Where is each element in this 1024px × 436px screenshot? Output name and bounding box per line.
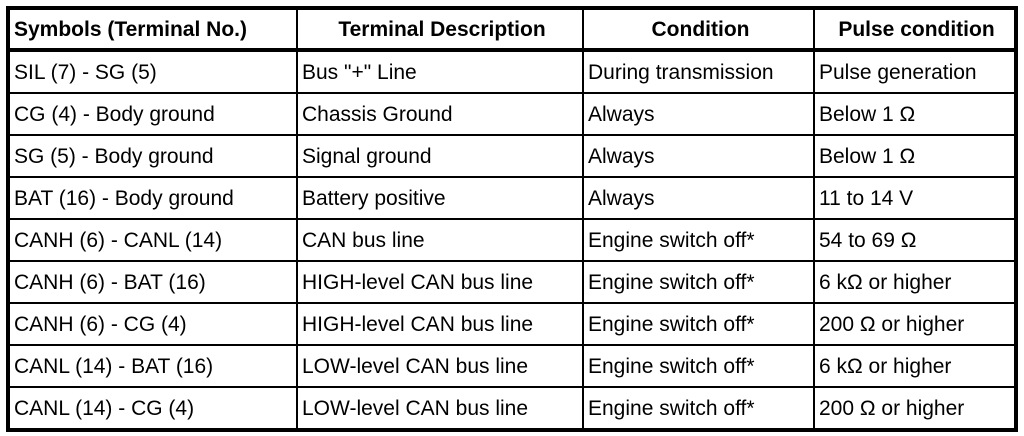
cell-symbols: BAT (16) - Body ground bbox=[8, 177, 297, 219]
cell-symbols: CANL (14) - BAT (16) bbox=[8, 345, 297, 387]
cell-symbols: CANH (6) - CANL (14) bbox=[8, 219, 297, 261]
cell-pulse-condition: Below 1 Ω bbox=[814, 93, 1016, 135]
cell-terminal-description: LOW-level CAN bus line bbox=[297, 387, 583, 430]
table-row bbox=[8, 219, 1016, 261]
header-pulse-condition: Pulse condition bbox=[814, 8, 1016, 50]
table-row bbox=[8, 303, 1016, 345]
terminal-spec-table bbox=[6, 6, 1018, 432]
cell-condition: During transmission bbox=[583, 50, 814, 93]
cell-terminal-description: Signal ground bbox=[297, 135, 583, 177]
cell-condition: Engine switch off* bbox=[583, 345, 814, 387]
cell-condition: Engine switch off* bbox=[583, 303, 814, 345]
cell-symbols: CG (4) - Body ground bbox=[8, 93, 297, 135]
table-row bbox=[8, 261, 1016, 303]
cell-condition: Engine switch off* bbox=[583, 219, 814, 261]
cell-condition: Always bbox=[583, 177, 814, 219]
cell-pulse-condition: 11 to 14 V bbox=[814, 177, 1016, 219]
cell-symbols: CANH (6) - CG (4) bbox=[8, 303, 297, 345]
header-symbols: Symbols (Terminal No.) bbox=[8, 8, 297, 50]
table-body bbox=[8, 50, 1016, 430]
cell-symbols: SIL (7) - SG (5) bbox=[8, 50, 297, 93]
header-condition: Condition bbox=[583, 8, 814, 50]
cell-terminal-description: CAN bus line bbox=[297, 219, 583, 261]
cell-terminal-description: HIGH-level CAN bus line bbox=[297, 303, 583, 345]
table-row bbox=[8, 345, 1016, 387]
cell-pulse-condition: Pulse generation bbox=[814, 50, 1016, 93]
cell-condition: Always bbox=[583, 135, 814, 177]
table-row bbox=[8, 50, 1016, 93]
cell-terminal-description: LOW-level CAN bus line bbox=[297, 345, 583, 387]
cell-symbols: CANH (6) - BAT (16) bbox=[8, 261, 297, 303]
cell-condition: Engine switch off* bbox=[583, 261, 814, 303]
cell-symbols: CANL (14) - CG (4) bbox=[8, 387, 297, 430]
cell-pulse-condition: 200 Ω or higher bbox=[814, 303, 1016, 345]
cell-terminal-description: HIGH-level CAN bus line bbox=[297, 261, 583, 303]
cell-pulse-condition: 6 kΩ or higher bbox=[814, 345, 1016, 387]
table-header-row bbox=[8, 8, 1016, 50]
table-row bbox=[8, 387, 1016, 430]
table-row bbox=[8, 135, 1016, 177]
table-row bbox=[8, 93, 1016, 135]
header-terminal-description: Terminal Description bbox=[297, 8, 583, 50]
cell-pulse-condition: 54 to 69 Ω bbox=[814, 219, 1016, 261]
cell-pulse-condition: Below 1 Ω bbox=[814, 135, 1016, 177]
cell-symbols: SG (5) - Body ground bbox=[8, 135, 297, 177]
cell-terminal-description: Bus "+" Line bbox=[297, 50, 583, 93]
cell-terminal-description: Battery positive bbox=[297, 177, 583, 219]
cell-pulse-condition: 6 kΩ or higher bbox=[814, 261, 1016, 303]
cell-condition: Engine switch off* bbox=[583, 387, 814, 430]
table-row bbox=[8, 177, 1016, 219]
cell-condition: Always bbox=[583, 93, 814, 135]
cell-pulse-condition: 200 Ω or higher bbox=[814, 387, 1016, 430]
cell-terminal-description: Chassis Ground bbox=[297, 93, 583, 135]
